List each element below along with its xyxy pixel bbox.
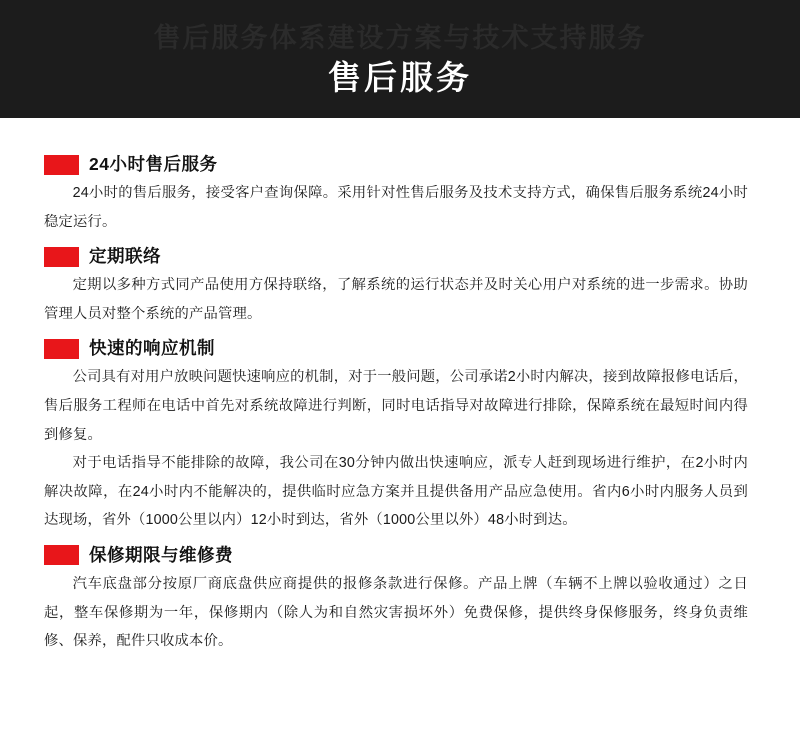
section-24h-service xyxy=(44,154,756,236)
section-regular-contact xyxy=(44,246,756,328)
banner-watermark-text: 售后服务体系建设方案与技术支持服务 xyxy=(153,23,647,53)
section-title: 快速的响应机制 xyxy=(89,338,215,359)
section-heading xyxy=(44,154,756,175)
section-paragraph: 对于电话指导不能排除的故障，我公司在30分钟内做出快速响应，派专人赶到现场进行维护，在2小时内解决故障，在24小时内不能解决的，提供临时应急方案并且提供备用产品应急使用。省内6小时内服务人员到达现场，省外（1000公里以内）12小时到达，省外（1000公里以外）48小时到达。 xyxy=(44,455,748,529)
section-paragraph: 公司具有对用户放映问题快速响应的机制，对于一般问题，公司承诺2小时内解决，接到故障报修电话后，售后服务工程师在电话中首先对系统故障进行判断，同时电话指导对故障进行排除，保障系统在最短时间内得到修复。 xyxy=(44,369,748,443)
content-body xyxy=(0,118,800,656)
red-square-bullet-icon xyxy=(44,247,79,267)
section-warranty-period xyxy=(44,545,756,656)
section-rapid-response xyxy=(44,338,756,535)
section-paragraph: 汽车底盘部分按原厂商底盘供应商提供的报修条款进行保修。产品上牌（车辆不上牌以验收通过）之日起，整车保修期为一年，保修期内（除人为和自然灾害损坏外）免费保修，提供终身保修服务，终身负责维修、保养，配件只收成本价。 xyxy=(44,575,748,650)
section-title: 保修期限与维修费 xyxy=(89,544,233,565)
page-banner xyxy=(0,0,800,118)
section-heading xyxy=(44,545,756,566)
red-square-bullet-icon xyxy=(44,155,79,175)
red-square-bullet-icon xyxy=(44,339,79,359)
section-title: 定期联络 xyxy=(89,246,161,267)
section-heading xyxy=(44,338,756,359)
red-square-bullet-icon xyxy=(44,545,79,565)
section-paragraph: 定期以多种方式同产品使用方保持联络，了解系统的运行状态并及时关心用户对系统的进一步需求。协助管理人员对整个系统的产品管理。 xyxy=(44,277,748,322)
section-title: 24小时售后服务 xyxy=(89,154,218,174)
section-heading xyxy=(44,246,756,267)
section-paragraph: 24小时的售后服务，接受客户查询保障。采用针对性售后服务及技术支持方式，确保售后服务系统24小时稳定运行。 xyxy=(44,185,748,230)
page-title: 售后服务 xyxy=(328,59,472,96)
